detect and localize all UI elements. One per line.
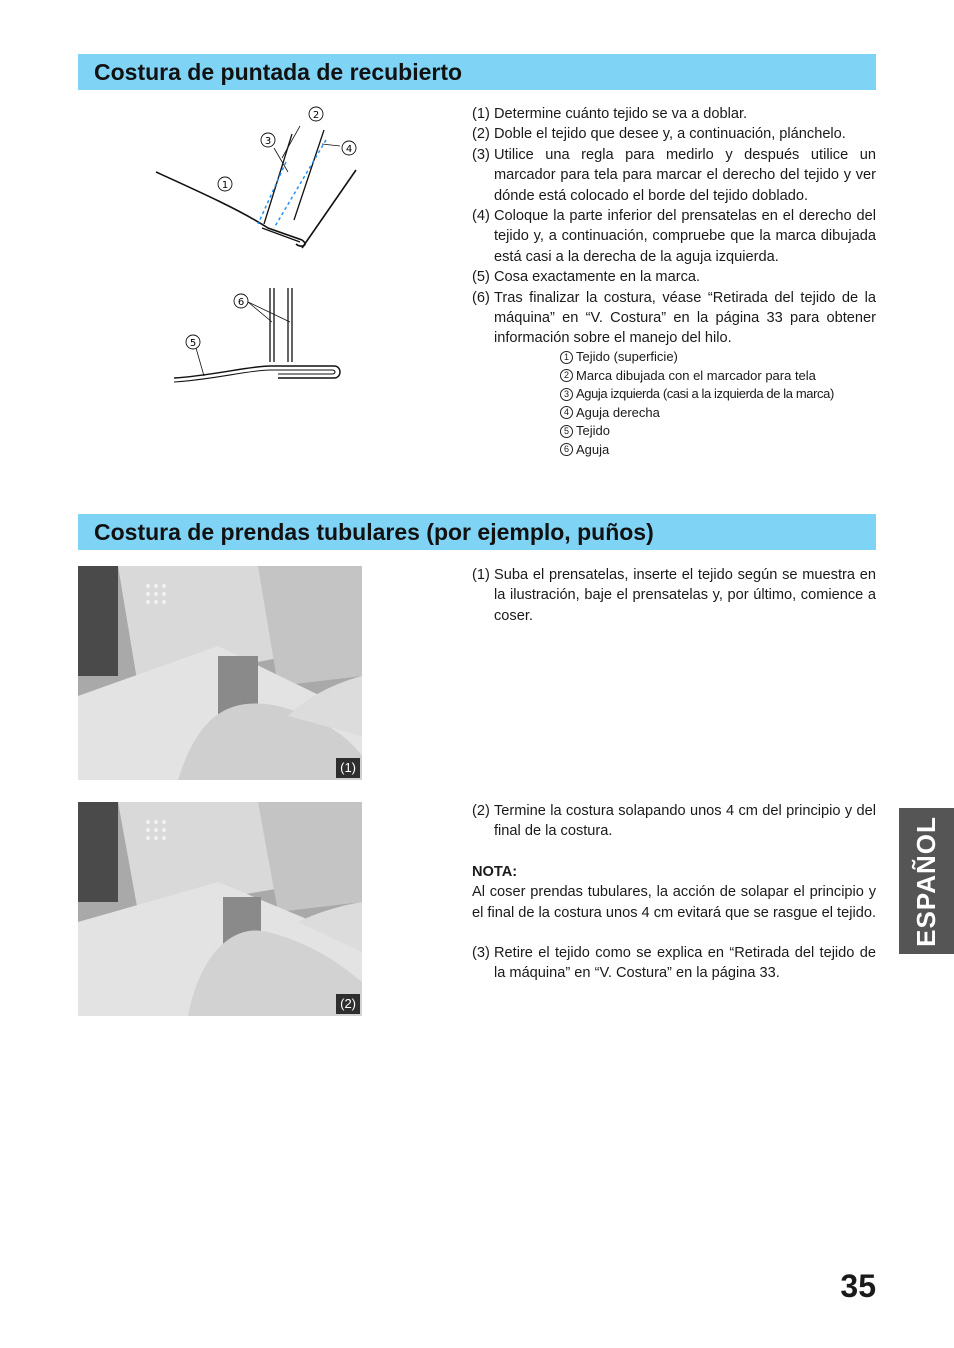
language-tab-label: ESPAÑOL: [911, 815, 942, 947]
step-item: (1) Suba el prensatelas, inserte el tejido según se muestra en la ilustración, baje el prensatelas y, por último, comience a coser.: [472, 567, 876, 624]
section-title-cover-stitch: Costura de puntada de recubierto: [78, 54, 876, 90]
legend-item: 2 Marca dibujada con el marcador para tela: [560, 367, 834, 386]
photo-2-illustration: [78, 802, 362, 1016]
step-item: (1) Determine cuánto tejido se va a doblar.: [472, 106, 748, 122]
legend-item: 1 Tejido (superficie): [560, 348, 834, 367]
photo-2-label: (2): [336, 994, 360, 1014]
diagram-mark-4: 4: [345, 144, 353, 155]
needle-diagram: [170, 282, 350, 386]
diagram-mark-1: 1: [221, 180, 229, 191]
note-text: Al coser prendas tubulares, la acción de solapar el principio y el final de la costura unos 4 cm evitará que se rasgue el tejido.: [472, 884, 876, 921]
note-title: NOTA:: [472, 863, 518, 880]
diagram-mark-3: 3: [264, 136, 272, 147]
step-item: (3) Utilice una regla para medirlo y después utilice un marcador para tela para marcar el derecho del tejido y ver dónde está colocado el borde del tejido doblado.: [472, 146, 876, 204]
photo-1-label: (1): [336, 758, 360, 778]
diagram-mark-6: 6: [237, 297, 245, 308]
section-title-tubular: Costura de prendas tubulares (por ejemplo, puños): [78, 514, 876, 550]
legend-item: 3 Aguja izquierda (casi a la izquierda de la marca): [560, 385, 834, 404]
sewing-photo-1: [78, 566, 362, 780]
diagram-mark-5: 5: [189, 338, 197, 349]
tubular-step-2-block: [472, 801, 876, 984]
step-item: (3) Retire el tejido como se explica en “Retirada del tejido de la máquina” en “V. Costura” en la página 33.: [472, 945, 876, 982]
fold-diagram: [150, 100, 370, 260]
legend-item: 6 Aguja: [560, 441, 834, 460]
page-number: 35: [840, 1268, 876, 1304]
step-item: (2) Doble el tejido que desee y, a continuación, plánchelo.: [472, 126, 846, 143]
legend-item: 5 Tejido: [560, 422, 834, 441]
diagram-mark-2: 2: [312, 110, 320, 121]
legend-item: 4 Aguja derecha: [560, 404, 834, 423]
step-item: (4) Coloque la parte inferior del prensatelas en el derecho del tejido y, a continuación, compruebe que la marca dibujada está casi a la derecha de la aguja izquierda.: [472, 208, 876, 265]
sewing-photo-2: [78, 802, 362, 1016]
language-tab: [899, 808, 954, 954]
step-item: (6) Tras finalizar la costura, véase “Retirada del tejido de la máquina” en “V. Costura” en la página 33 para obtener información sobre el manejo del hilo.: [472, 289, 876, 347]
step-item: (2) Termine la costura solapando unos 4 cm del principio y del final de la costura.: [472, 803, 876, 840]
diagram-legend: [560, 348, 834, 459]
cover-stitch-steps: [472, 104, 876, 349]
step-item: (5) Cosa exactamente en la marca.: [472, 269, 701, 286]
photo-1-illustration: [78, 566, 362, 780]
tubular-step-1: [472, 565, 876, 626]
